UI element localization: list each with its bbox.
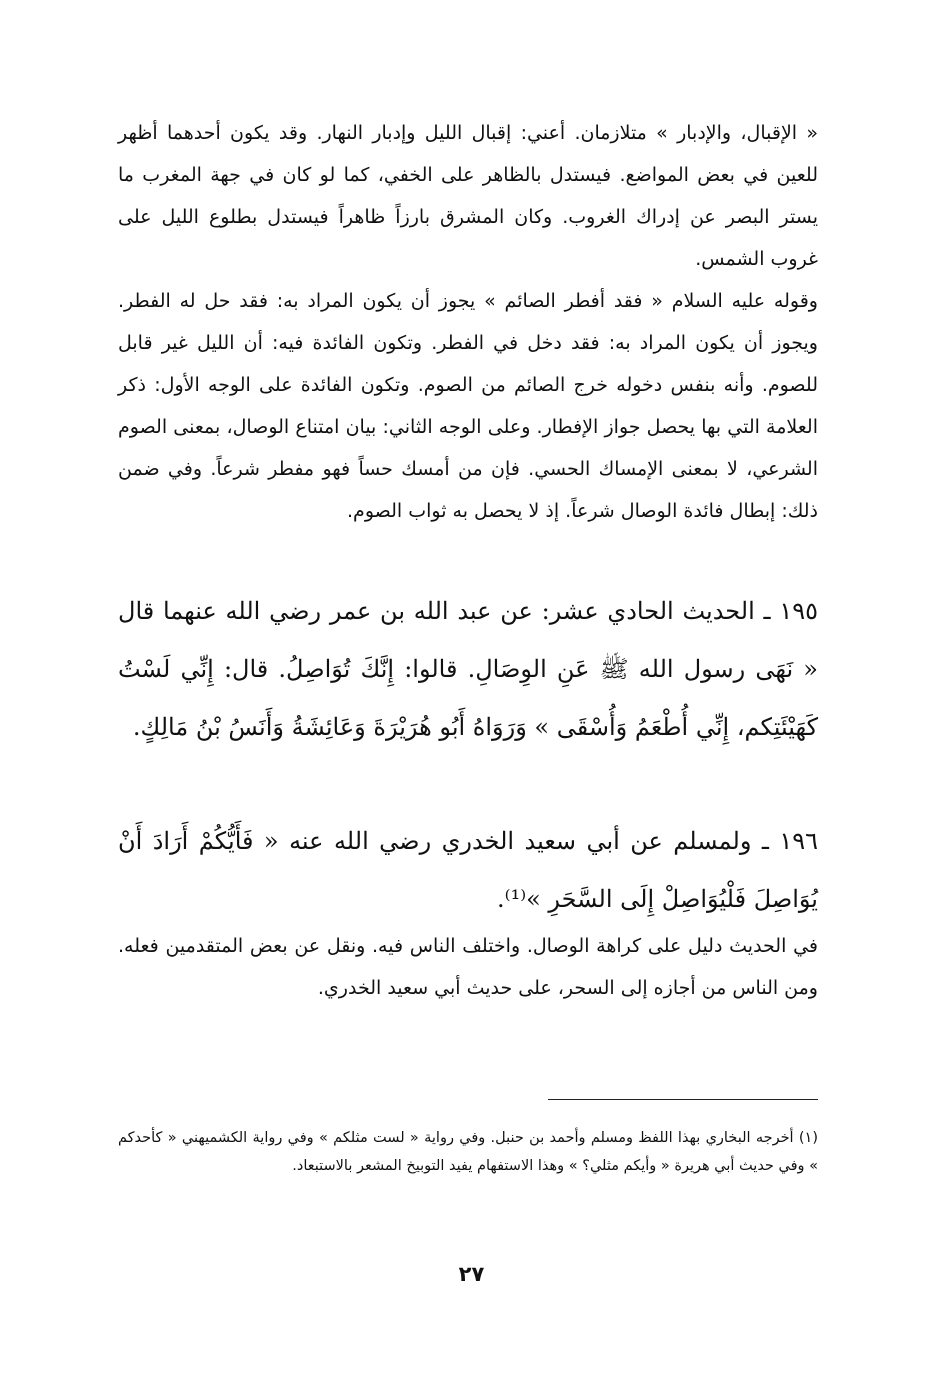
hadith-196: [118, 812, 818, 928]
hadith-195: [118, 582, 818, 756]
commentary-paragraph-2: وقوله عليه السلام « فقد أفطر الصائم » يجوز أن يكون المراد به: فقد حل له الفطر. ويجوز أن يكون المراد به: فقد دخل في الفطر. وتكون الفائدة فيه: أن الليل غير قابل للصوم. وأنه بنفس دخوله خرج الصائم من الصوم. وتكون الفائدة على الوجه الأول: ذكر العلامة التي بها يحصل جواز الإفطار. وعلى الوجه الثاني: بيان امتناع الوصال، بمعنى الصوم الشرعي، لا بمعنى الإمساك الحسي. فإن من أمسك حساً فهو مفطر شرعاً. وفي ضمن ذلك: إبطال فائدة الوصال شرعاً. إذ لا يحصل به ثواب الصوم.: [118, 290, 818, 522]
commentary-bottom: [118, 925, 818, 1009]
hadith-195-text: ١٩٥ ـ الحديث الحادي عشر: عن عبد الله بن عمر رضي الله عنهما قال « نَهَى رسول الله ﷺ عَنِ الوِصَالِ. قالوا: إِنَّكَ تُوَاصِلُ. قال: إِنِّي لَسْتُ كَهَيْئَتِكم، إِنِّي أُطْعَمُ وَأُسْقَى » وَرَوَاهُ أَبُو هُرَيْرَةَ وَعَائِشَةُ وَأَنَسُ بْنُ مَالِكٍ.: [118, 597, 818, 741]
commentary-paragraph-1: « الإقبال، والإدبار » متلازمان. أعني: إقبال الليل وإدبار النهار. وقد يكون أحدهما أظهر للعين في بعض المواضع. فيستدل بالظاهر على الخفي، كما لو كان في جهة المغرب ما يستر البصر عن إدراك الغروب. وكان المشرق بارزاً ظاهراً فيستدل بطلوع الليل على غروب الشمس.: [118, 122, 818, 270]
footnote-divider: [548, 1099, 818, 1100]
footnote-text: (١) أخرجه البخاري بهذا اللفظ ومسلم وأحمد بن حنبل. وفي رواية « لست مثلكم » وفي رواية الكشميهني « كأحدكم » وفي حديث أبي هريرة « وأيكم مثلي؟ » وهذا الاستفهام يفيد التوبيخ المشعر بالاستبعاد.: [118, 1130, 818, 1174]
hadith-196-text: ١٩٦ ـ ولمسلم عن أبي سعيد الخدري رضي الله عنه « فَأَيُّكُمْ أَرَادَ أَنْ يُوَاصِلَ فَلْيُوَاصِلْ إِلَى السَّحَرِ »⁽¹⁾.: [118, 827, 819, 913]
commentary-top: [118, 112, 818, 532]
footnote: [118, 1124, 818, 1180]
page-number: ٢٧: [458, 1262, 485, 1286]
commentary-bottom-text: في الحديث دليل على كراهة الوصال. واختلف الناس فيه. ونقل عن بعض المتقدمين فعله. ومن الناس من أجازه إلى السحر، على حديث أبي سعيد الخدري.: [118, 935, 818, 999]
